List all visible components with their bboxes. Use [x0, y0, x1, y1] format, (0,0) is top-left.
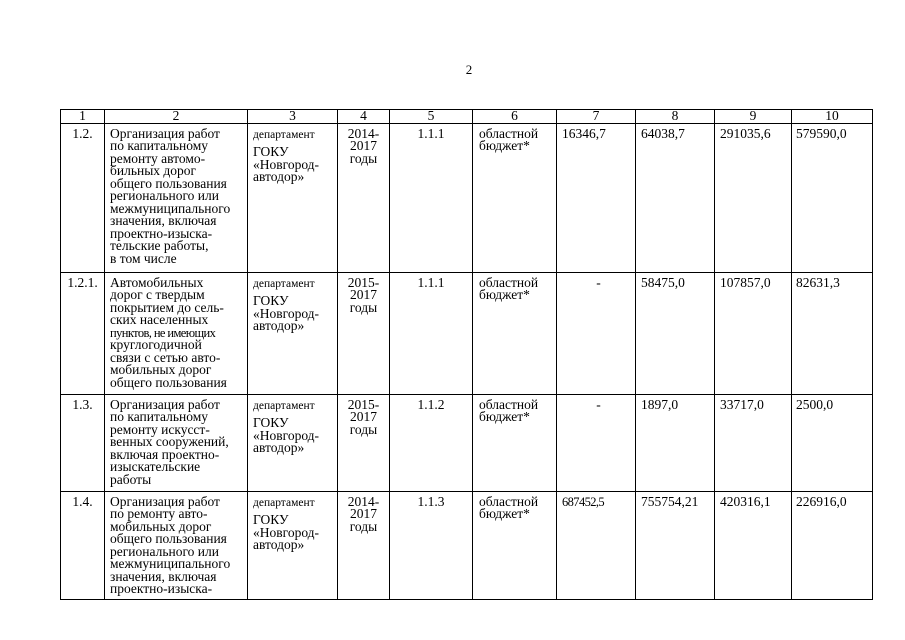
text-line: ГОКУ — [253, 414, 289, 430]
text-line: Организация работ — [110, 396, 220, 412]
text-line: 579590,0 — [796, 125, 847, 141]
row-number-cell — [61, 491, 105, 599]
activity-name-cell — [105, 272, 248, 394]
text-line: мобильных дорог — [110, 518, 212, 534]
period-cell — [338, 123, 390, 272]
text-line: 755754,21 — [641, 493, 699, 509]
text-line: 107857,0 — [720, 274, 771, 290]
text-line: бюджет* — [479, 506, 530, 521]
target-indicator-cell — [390, 272, 473, 394]
text-line: 1.1.2 — [417, 396, 445, 412]
text-line: 420316,1 — [720, 493, 771, 509]
text-line: дорог с твердым — [110, 287, 205, 302]
header-row — [61, 110, 873, 124]
text-line: венных сооружений, — [110, 434, 229, 449]
text-line: тельские работы, — [110, 238, 209, 253]
text-line: бюджет* — [479, 409, 530, 424]
value-2014-cell — [557, 272, 636, 394]
header-cell: 6 — [473, 110, 557, 124]
text-line: проектно-изыска- — [110, 581, 213, 596]
text-line: общего пользования — [110, 374, 227, 390]
text-line: пунктов, не имеющих — [110, 325, 216, 340]
table-row — [61, 123, 873, 272]
text-line: областной — [479, 396, 539, 412]
text-line: ГОКУ — [253, 143, 289, 159]
text-line: 226916,0 — [796, 493, 847, 509]
text-line: работы — [110, 471, 152, 487]
header-cell: 7 — [557, 110, 636, 124]
header-cell: 8 — [636, 110, 715, 124]
text-line: 82631,3 — [796, 274, 840, 290]
target-indicator-cell — [390, 123, 473, 272]
text-line: 2017 — [350, 409, 377, 424]
value-2014-cell — [557, 123, 636, 272]
text-line: Организация работ — [110, 125, 220, 141]
text-line: бюджет* — [479, 287, 530, 302]
value-2017-cell — [792, 272, 873, 394]
value-2016-cell — [715, 123, 792, 272]
text-line: 2017 — [350, 506, 377, 521]
value-2017-cell — [792, 394, 873, 491]
table-row — [61, 491, 873, 599]
activity-name-cell — [105, 123, 248, 272]
text-line: межмуниципального — [110, 556, 231, 571]
text-line: ГОКУ — [253, 292, 289, 308]
table-row — [61, 272, 873, 394]
text-line: общего пользования — [110, 175, 227, 191]
value-2016-cell — [715, 394, 792, 491]
text-line: по капитальному — [110, 138, 209, 153]
text-line: 1897,0 — [641, 396, 679, 412]
text-line: 291035,6 — [720, 125, 771, 141]
text-line: мобильных дорог — [110, 362, 212, 377]
activity-name-cell — [105, 491, 248, 599]
text-line: проектно-изыска- — [110, 225, 213, 241]
text-line: автодор» — [253, 537, 305, 552]
text-line: годы — [349, 518, 378, 534]
text-line: 1.2. — [72, 125, 93, 141]
text-line: 2014- — [347, 125, 380, 141]
funding-source-cell — [473, 394, 557, 491]
text-line: межмуниципального — [110, 200, 231, 216]
text-line: департамент — [253, 128, 315, 141]
value-2017-cell — [792, 491, 873, 599]
program-table — [60, 109, 873, 600]
text-line: бюджет* — [479, 138, 530, 153]
value-2015-cell — [636, 123, 715, 272]
text-line: Организация работ — [110, 493, 220, 509]
text-line: «Новгород- — [253, 305, 320, 321]
text-line: 1.1.1 — [417, 274, 445, 290]
text-line: «Новгород- — [253, 427, 320, 443]
text-line: департамент — [253, 496, 315, 509]
text-line: по капитальному — [110, 409, 209, 424]
text-line: 1.2.1. — [67, 274, 98, 290]
value-2015-cell — [636, 491, 715, 599]
row-number-cell — [61, 394, 105, 491]
value-2014-cell — [557, 394, 636, 491]
header-cell: 9 — [715, 110, 792, 124]
text-line: департамент — [253, 399, 315, 412]
text-line: - — [596, 274, 601, 290]
executor-cell — [248, 491, 338, 599]
text-line: в том числе — [110, 250, 177, 266]
funding-source-cell — [473, 123, 557, 272]
text-line: ских населенных — [110, 312, 209, 327]
row-number-cell — [61, 123, 105, 272]
text-line: значения, включая — [110, 568, 217, 584]
text-line: по ремонту авто- — [110, 506, 208, 521]
period-cell — [338, 394, 390, 491]
text-line: департамент — [253, 277, 315, 290]
text-line: регионального или — [110, 188, 219, 203]
text-line: 1.1.3 — [417, 493, 445, 509]
text-line: годы — [349, 421, 378, 437]
text-line: изыскательские — [110, 459, 201, 474]
executor-cell — [248, 272, 338, 394]
executor-cell — [248, 123, 338, 272]
text-line: ГОКУ — [253, 511, 289, 527]
period-cell — [338, 272, 390, 394]
header-cell: 10 — [792, 110, 873, 124]
text-line: покрытием до сель- — [110, 299, 224, 315]
text-line: областной — [479, 493, 539, 509]
text-line: регионального или — [110, 543, 219, 559]
text-line: областной — [479, 274, 539, 290]
row-number-cell — [61, 272, 105, 394]
text-line: годы — [349, 299, 378, 315]
text-line: 33717,0 — [720, 396, 764, 412]
text-line: 687452,5 — [562, 494, 605, 509]
text-line: 2015- — [347, 274, 380, 290]
value-2015-cell — [636, 394, 715, 491]
funding-source-cell — [473, 491, 557, 599]
text-line: годы — [349, 150, 378, 166]
header-cell: 5 — [390, 110, 473, 124]
value-2017-cell — [792, 123, 873, 272]
header-cell: 4 — [338, 110, 390, 124]
header-cell: 2 — [105, 110, 248, 124]
text-line: 64038,7 — [641, 125, 685, 141]
page-number: 2 — [465, 62, 473, 77]
text-line: значения, включая — [110, 213, 217, 228]
text-line: Автомобильных — [110, 274, 204, 290]
text-line: 1.4. — [72, 493, 93, 509]
value-2014-cell — [557, 491, 636, 599]
text-line: 2017 — [350, 138, 377, 153]
header-cell: 3 — [248, 110, 338, 124]
target-indicator-cell — [390, 491, 473, 599]
funding-source-cell — [473, 272, 557, 394]
text-line: «Новгород- — [253, 156, 320, 172]
activity-name-cell — [105, 394, 248, 491]
text-line: бильных дорог — [110, 163, 197, 178]
text-line: 16346,7 — [562, 125, 606, 141]
text-line: включая проектно- — [110, 446, 220, 462]
text-line: ремонту автомо- — [110, 150, 206, 166]
text-line: - — [596, 396, 601, 412]
text-line: 58475,0 — [641, 274, 685, 290]
text-line: 2500,0 — [796, 396, 834, 412]
header-cell: 1 — [61, 110, 105, 124]
text-line: круглогодичной — [110, 337, 202, 352]
text-line: автодор» — [253, 318, 305, 333]
text-line: автодор» — [253, 169, 305, 184]
text-line: 2015- — [347, 396, 380, 412]
text-line: 2014- — [347, 493, 380, 509]
table-row — [61, 394, 873, 491]
text-line: 1.3. — [72, 396, 93, 412]
text-line: 1.1.1 — [417, 125, 445, 141]
text-line: общего пользования — [110, 531, 227, 546]
text-line: связи с сетью авто- — [110, 349, 221, 365]
text-line: «Новгород- — [253, 524, 320, 540]
text-line: автодор» — [253, 440, 305, 455]
executor-cell — [248, 394, 338, 491]
text-line: 2017 — [350, 287, 377, 302]
period-cell — [338, 491, 390, 599]
target-indicator-cell — [390, 394, 473, 491]
text-line: ремонту искусст- — [110, 421, 210, 437]
value-2016-cell — [715, 272, 792, 394]
value-2016-cell — [715, 491, 792, 599]
text-line: областной — [479, 125, 539, 141]
value-2015-cell — [636, 272, 715, 394]
